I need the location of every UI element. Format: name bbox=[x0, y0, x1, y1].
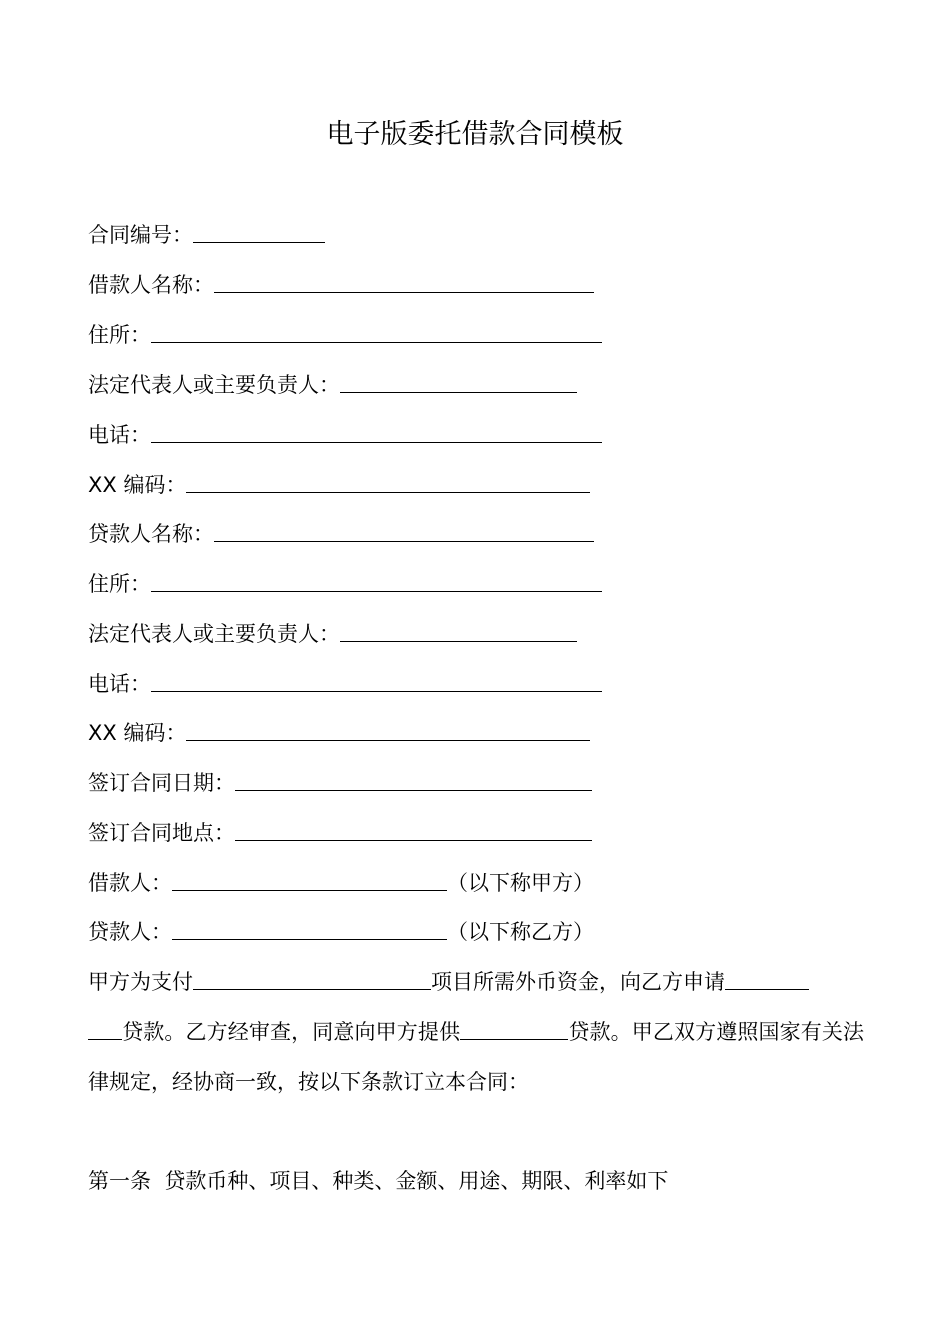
field-label: 电话： bbox=[88, 423, 151, 447]
field-lender-name bbox=[88, 519, 594, 549]
field-borrower-code bbox=[88, 470, 590, 500]
document-title: 电子版委托借款合同模板 bbox=[326, 119, 624, 150]
field-borrower-address bbox=[88, 320, 602, 350]
blank-line[interactable] bbox=[235, 820, 592, 841]
blank-line[interactable] bbox=[151, 571, 602, 592]
blank-line[interactable] bbox=[193, 222, 325, 243]
blank-line[interactable] bbox=[340, 621, 577, 642]
blank-line[interactable] bbox=[340, 372, 577, 393]
field-lender-representative bbox=[88, 619, 577, 649]
field-borrower-representative bbox=[88, 370, 577, 400]
field-lender-code bbox=[88, 718, 590, 748]
article-1-heading bbox=[88, 1166, 668, 1196]
field-label: XX 编码： bbox=[88, 473, 187, 497]
blank-line[interactable] bbox=[151, 322, 602, 343]
blank-line[interactable] bbox=[214, 521, 594, 542]
field-lender-phone bbox=[88, 669, 602, 699]
blank-line[interactable] bbox=[172, 870, 447, 891]
blank-line[interactable] bbox=[460, 1019, 568, 1040]
field-label: 借款人： bbox=[88, 871, 172, 895]
field-signing-place bbox=[88, 818, 592, 848]
blank-line[interactable] bbox=[725, 969, 809, 990]
blank-line[interactable] bbox=[88, 1019, 122, 1040]
field-signing-date bbox=[88, 768, 592, 798]
paragraph-text: 项目所需外币资金，向乙方申请 bbox=[431, 970, 725, 994]
field-label: 住所： bbox=[88, 323, 151, 347]
blank-line[interactable] bbox=[172, 919, 447, 940]
field-label: 贷款人： bbox=[88, 920, 172, 944]
field-label: 签订合同日期： bbox=[88, 771, 235, 795]
field-lender-party bbox=[88, 917, 594, 947]
field-borrower-name bbox=[88, 270, 594, 300]
blank-line[interactable] bbox=[151, 422, 602, 443]
blank-line[interactable] bbox=[193, 969, 431, 990]
field-suffix: （以下称甲方） bbox=[447, 871, 594, 895]
article-text: 第一条 贷款币种、项目、种类、金额、用途、期限、利率如下 bbox=[88, 1169, 669, 1193]
intro-paragraph bbox=[88, 957, 864, 1107]
blank-line[interactable] bbox=[235, 770, 592, 791]
field-label: 法定代表人或主要负责人： bbox=[88, 373, 340, 397]
field-suffix: （以下称乙方） bbox=[447, 920, 594, 944]
field-label: 借款人名称： bbox=[88, 273, 214, 297]
field-borrower-party bbox=[88, 868, 594, 898]
field-label: 法定代表人或主要负责人： bbox=[88, 622, 340, 646]
paragraph-text: 贷款。乙方经审查，同意向甲方提供 bbox=[122, 1020, 461, 1044]
field-lender-address bbox=[88, 569, 602, 599]
paragraph-text: 贷款。甲乙双方遵照国家有关法律规定，经协商一致，按以下条款订立本合同： bbox=[88, 1020, 865, 1094]
field-label: 合同编号： bbox=[88, 223, 193, 247]
blank-line[interactable] bbox=[151, 671, 602, 692]
field-contract-number bbox=[88, 220, 325, 250]
field-label: XX 编码： bbox=[88, 721, 187, 745]
blank-line[interactable] bbox=[214, 272, 594, 293]
field-borrower-phone bbox=[88, 420, 602, 450]
field-label: 住所： bbox=[88, 572, 151, 596]
paragraph-text: 甲方为支付 bbox=[88, 970, 193, 994]
blank-line[interactable] bbox=[186, 472, 590, 493]
field-label: 电话： bbox=[88, 672, 151, 696]
blank-line[interactable] bbox=[186, 720, 590, 741]
field-label: 贷款人名称： bbox=[88, 522, 214, 546]
field-label: 签订合同地点： bbox=[88, 821, 235, 845]
